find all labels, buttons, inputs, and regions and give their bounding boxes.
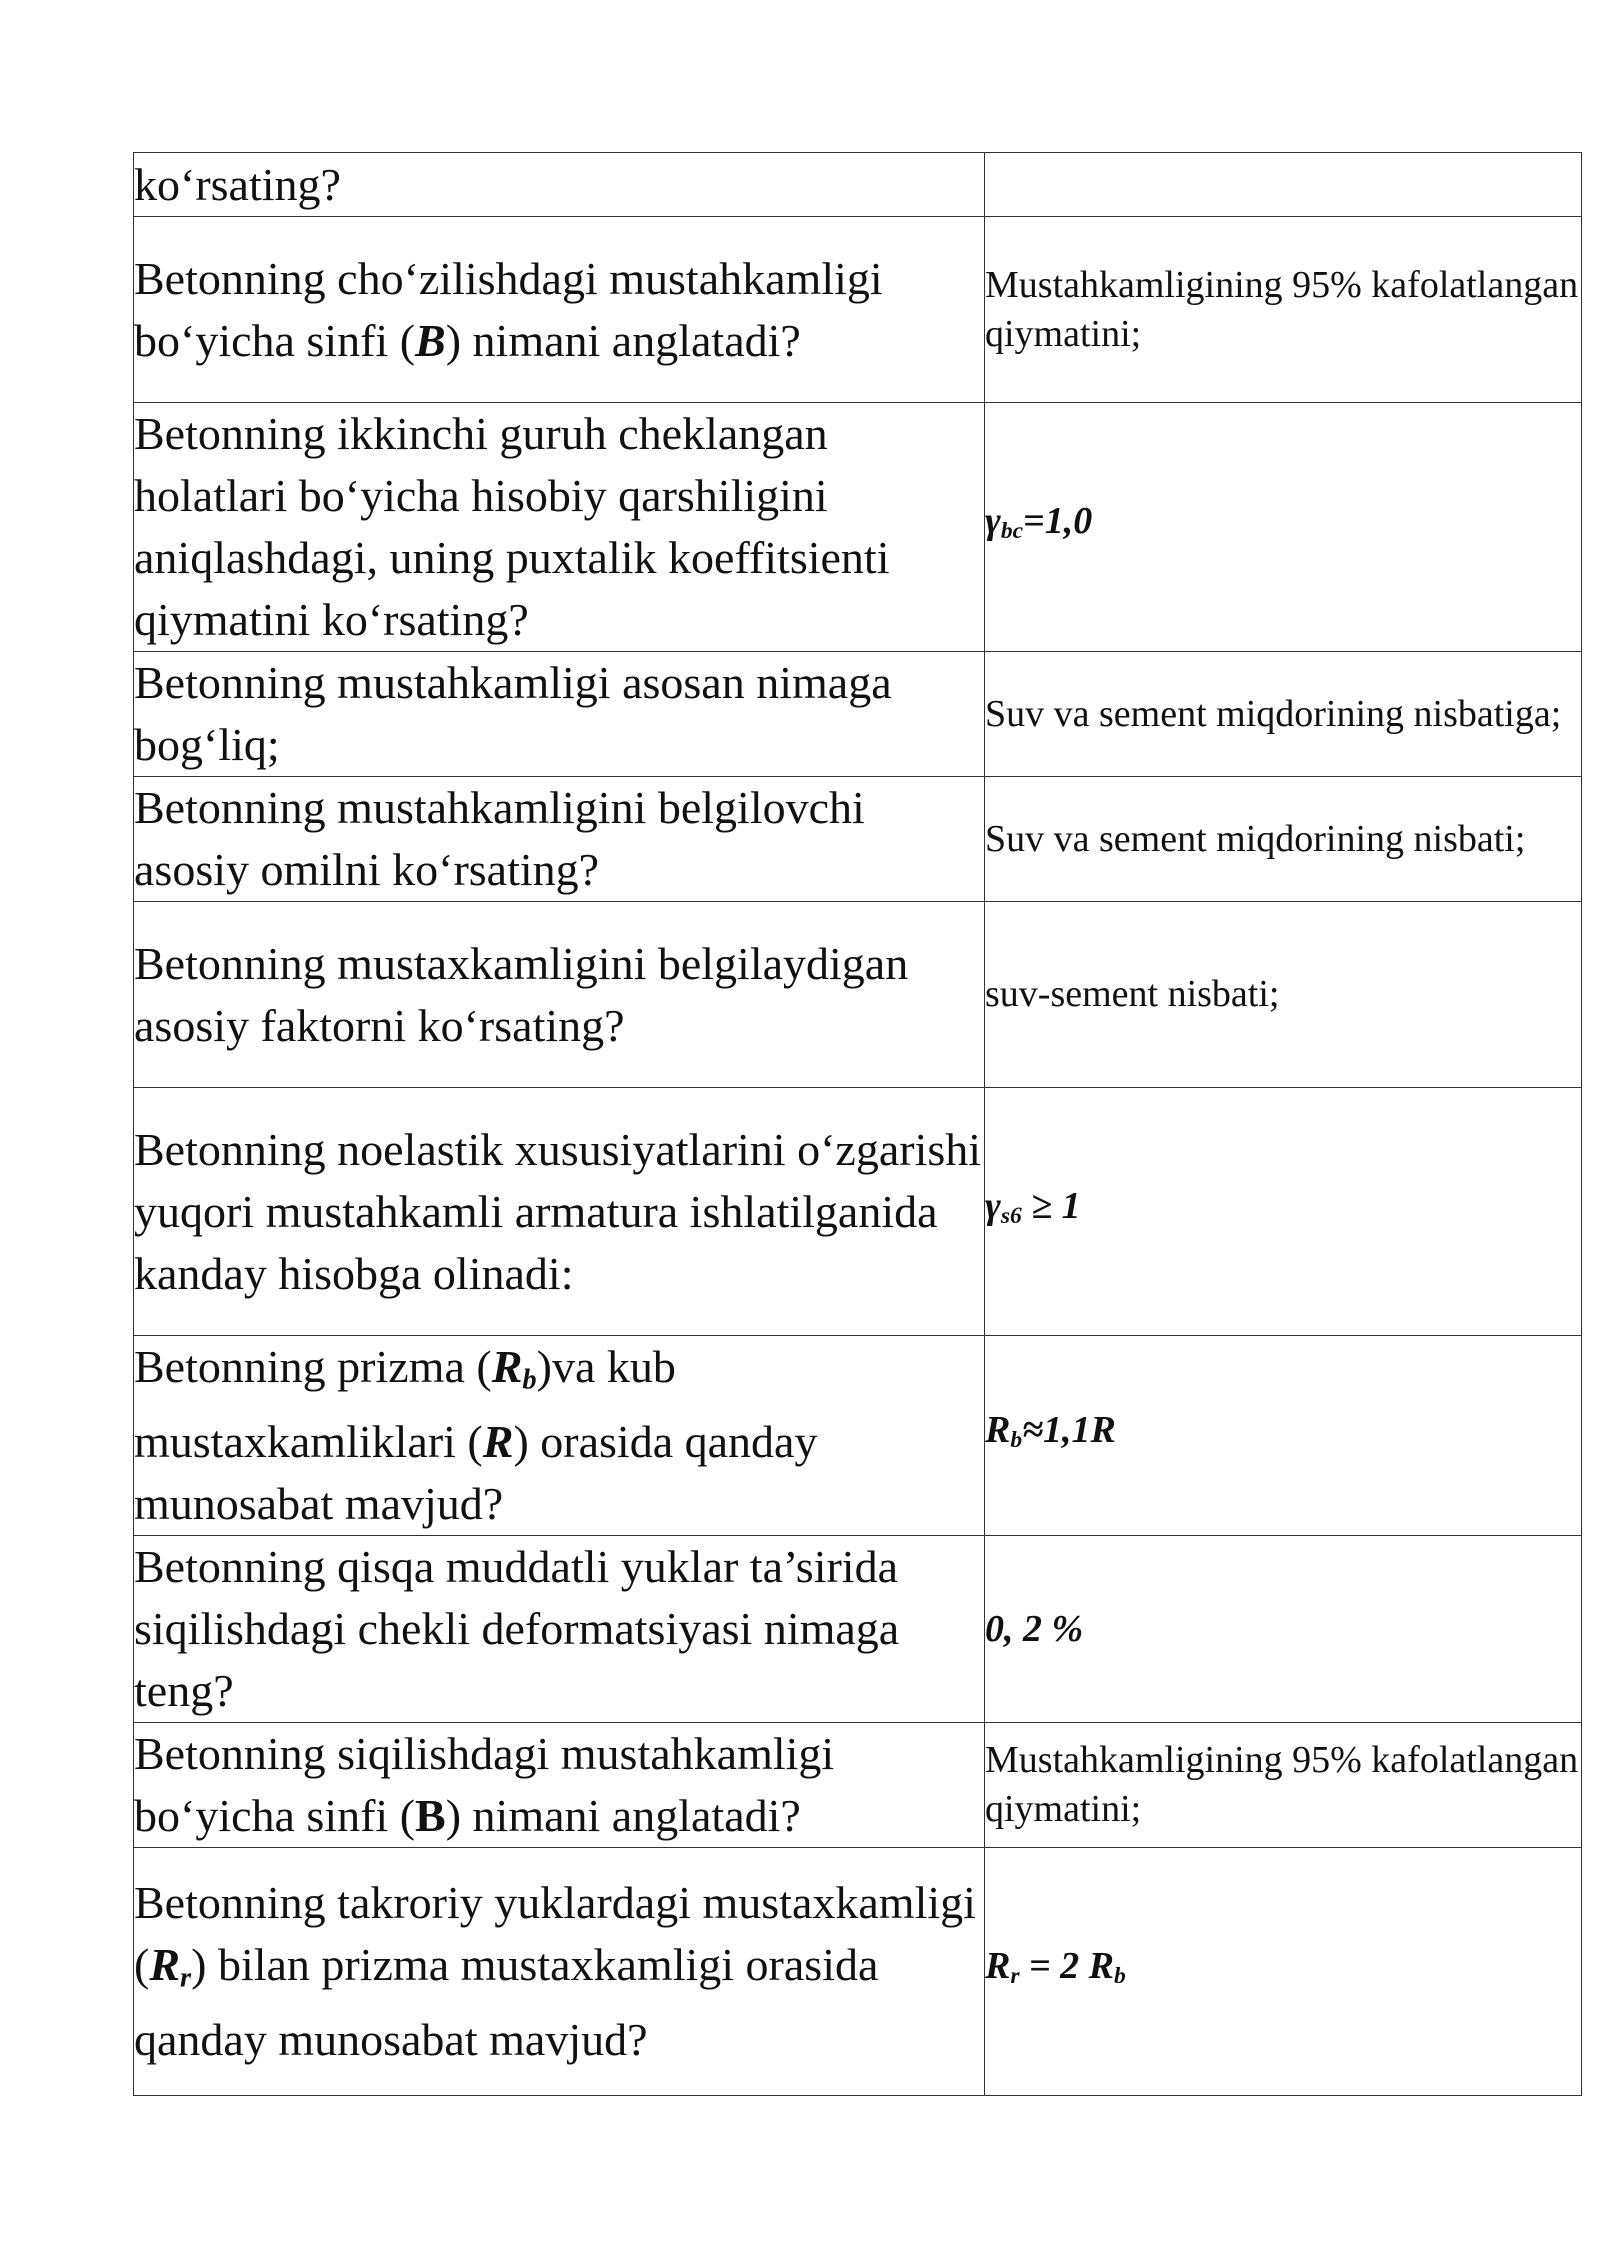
formula-value: = 2 R [1019, 1945, 1115, 1988]
question-text: ) orasida qanday munosabat mavjud? [134, 1416, 818, 1530]
symbol-b: B [415, 314, 446, 366]
question-text: Betonning ikkinchi guruh cheklangan holatlari bo‘yicha hisobiy qarshiligini aniqlashdagi, uning puxtalik koeffitsienti qiymatini ko‘rsating? [134, 408, 890, 645]
formula-subscript: r [1010, 1963, 1020, 1990]
question-text: ) bilan prizma mustaxkamligi orasida qanday munosabat mavjud? [134, 1939, 879, 2066]
question-text: Betonning siqilishdagi mustahkamligi bo‘yicha sinfi ( [134, 1728, 835, 1842]
question-text: ) nimani anglatadi? [445, 314, 801, 366]
formula-subscript: b [1114, 1963, 1126, 1990]
formula-symbol: R [985, 1945, 1011, 1988]
table-row [134, 1848, 1582, 2096]
formula-symbol: γ [985, 1184, 1001, 1227]
answer-text: Mustahkamligining 95% kafolatlangan qiymatini; [985, 263, 1579, 355]
table-row [134, 652, 1582, 777]
question-answer-table [133, 152, 1582, 2096]
symbol-r: R [482, 1416, 514, 1468]
formula-symbol: R [985, 1409, 1011, 1452]
answer-cell [985, 1336, 1582, 1536]
table-row [134, 153, 1582, 217]
answer-text: Suv va sement miqdorining nisbati; [985, 817, 1526, 860]
answer-cell [985, 153, 1582, 217]
answer-cell [985, 777, 1582, 902]
answer-text: Mustahkamligining 95% kafolatlangan qiymatini; [985, 1739, 1579, 1831]
answer-cell [985, 902, 1582, 1088]
symbol-r: R [491, 1341, 523, 1392]
table-row [134, 777, 1582, 902]
question-text: ko‘rsating? [134, 158, 341, 210]
answer-cell [985, 217, 1582, 403]
table-row [134, 1536, 1582, 1723]
question-cell [134, 777, 985, 902]
answer-text: Suv va sement miqdorining nisbatiga; [985, 692, 1562, 735]
table-row [134, 902, 1582, 1088]
formula-value: ≈1,1R [1022, 1409, 1116, 1452]
question-text: Betonning mustahkamligi asosan nimaga bog‘liq; [134, 657, 892, 770]
formula-subscript: bc [1000, 518, 1024, 545]
question-cell [134, 1088, 985, 1336]
question-cell [134, 1536, 985, 1723]
answer-cell [985, 1848, 1582, 2096]
table-row [134, 217, 1582, 403]
question-cell [134, 1848, 985, 2096]
formula-symbol: γ [985, 500, 1001, 543]
question-cell [134, 403, 985, 652]
question-cell [134, 1723, 985, 1848]
question-text: ) nimani anglatadi? [445, 1790, 801, 1842]
formula-subscript: s6 [1000, 1203, 1022, 1230]
answer-text: 0, 2 % [985, 1607, 1084, 1650]
symbol-subscript: r [180, 1962, 192, 1994]
formula-value: ≥ 1 [1021, 1184, 1081, 1227]
symbol-b: B [415, 1790, 446, 1842]
question-text: )va kub mustaxkamliklari ( [134, 1341, 676, 1468]
question-text: Betonning qisqa muddatli yuklar ta’sirida siqilishdagi chekli deformatsiyasi nimaga teng? [134, 1541, 900, 1717]
question-cell [134, 902, 985, 1088]
table-row [134, 1088, 1582, 1336]
symbol-r: R [149, 1939, 181, 1991]
symbol-subscript: b [522, 1364, 537, 1396]
question-cell [134, 153, 985, 217]
question-cell [134, 1336, 985, 1536]
answer-cell [985, 1536, 1582, 1723]
question-text: Betonning takroriy yuklardagi mustaxkamligi ( [134, 1877, 976, 1991]
table-row [134, 1723, 1582, 1848]
answer-cell [985, 652, 1582, 777]
answer-cell [985, 1723, 1582, 1848]
formula-subscript: b [1010, 1427, 1023, 1454]
question-text: Betonning noelastik xususiyatlarini o‘zgarishi yuqori mustahkamli armatura ishlatilganida kanday hisobga olinadi: [134, 1123, 982, 1299]
answer-cell [985, 403, 1582, 652]
table-row [134, 403, 1582, 652]
question-text: Betonning cho‘zilishdagi mustahkamligi bo‘yicha sinfi ( [134, 252, 883, 366]
question-text: Betonning mustaxkamligini belgilaydigan asosiy faktorni ko‘rsating? [134, 937, 909, 1051]
table-row [134, 1336, 1582, 1536]
answer-text: suv-sement nisbati; [985, 973, 1280, 1015]
question-cell [134, 217, 985, 403]
question-text: Betonning prizma ( [134, 1341, 492, 1392]
formula-value: =1,0 [1023, 500, 1093, 543]
question-cell [134, 652, 985, 777]
question-text: Betonning mustahkamligini belgilovchi asosiy omilni ko‘rsating? [134, 782, 865, 895]
answer-cell [985, 1088, 1582, 1336]
